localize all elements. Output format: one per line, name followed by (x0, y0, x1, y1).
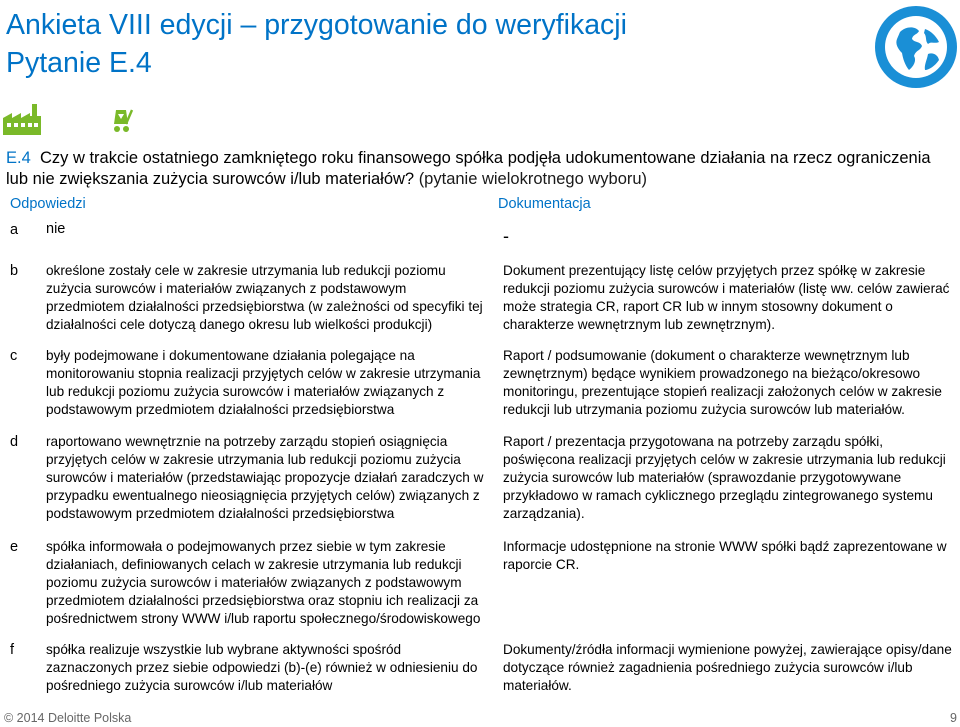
factory-icon (2, 102, 42, 136)
documentation-text: - (503, 226, 509, 246)
answer-letter: d (10, 434, 19, 450)
copyright: © 2014 Deloitte Polska (4, 711, 132, 725)
recycle-cart-icon (108, 104, 134, 134)
answer-text: spółka realizuje wszystkie lub wybrane aktywności spośród zaznaczonych przez siebie odpowiedzi (b)-(e) również w odniesieniu do pośredniego zużycia surowców i/lub materiałów (46, 642, 478, 693)
answer-letter: e (10, 539, 19, 555)
documentation-text: Dokument prezentujący listę celów przyjętych przez spółkę w zakresie redukcji poziomu zużycia surowców i materiałów (listę ww. celów zawierać może strategia CR, raport CR lub w innym stosowny dokument o charakterze wewnętrznym lub zewnętrznym). (503, 263, 950, 332)
answer-text: raportowano wewnętrznie na potrzeby zarządu stopień osiągnięcia przyjętych celów w zakresie utrzymania lub redukcji poziomu zużycia surowców i materiałów (przedstawiając propozycje działań zaradczych w przypadku ewentualnego nieosiągnięcia przyjętych celów) związanych z podstawowym przedmiotem działalności przedsiębiorstwa (46, 434, 484, 521)
answer-letter: c (10, 348, 18, 364)
answer-letter: a (10, 222, 19, 238)
answer-text: spółka informowała o podejmowanych przez siebie w tym zakresie działaniach, definiowanych celach w zakresie utrzymania lub redukcji poziomu zużycia surowców i materiałów związanych z podstawowym przedmiotem działalności przedsiębiorstwa oraz stopniu ich realizacji za pośrednictwem strony WWW i/lub raportu społecznego/środowiskowego (46, 539, 481, 626)
question-number: E.4 (6, 149, 31, 167)
answer-letter: b (10, 263, 19, 279)
question-note: (pytanie wielokrotnego wyboru) (418, 170, 648, 188)
documentation-text: Raport / podsumowanie (dokument o charakterze wewnętrznym lub zewnętrznym) będące wynikiem prowadzonego na bieżąco/okresowo monitoringu, prezentujące stopień realizacji założonych celów w zakresie redukcji lub utrzymania poziomu zużycia surowców lub materiałów. (503, 348, 942, 417)
question-text (6, 148, 946, 190)
answer-text: określone zostały cele w zakresie utrzymania lub redukcji poziomu zużycia surowców i materiałów związanych z podstawowym przedmiotem działalności przedsiębiorstwa (w zależności od specyfiki tej działalności cele dotyczą danego okresu lub wielkości produkcji) (46, 263, 483, 332)
documentation-text: Informacje udostępnione na stronie WWW spółki bądź zaprezentowane w raporcie CR. (503, 539, 947, 572)
answer-text: były podejmowane i dokumentowane działania polegające na monitorowaniu stopnia realizacji przyjętych celów w zakresie utrzymania lub redukcji poziomu zużycia surowców i materiałów związanych z podstawowym przedmiotem działalności przedsiębiorstwa (46, 348, 481, 417)
page-subtitle: Pytanie E.4 (6, 47, 152, 79)
answer-letter: f (10, 642, 15, 658)
question-body: Czy w trakcie ostatniego zamkniętego roku finansowego spółka podjęła udokumentowane działania na rzecz ograniczenia lub nie zwiększania zużycia surowców i/lub materiałów? (6, 149, 931, 188)
page-title: Ankieta VIII edycji – przygotowanie do weryfikacji (6, 9, 627, 41)
answers-column-header: Odpowiedzi (10, 196, 86, 212)
documentation-column-header: Dokumentacja (498, 196, 591, 212)
page-number: 9 (950, 711, 957, 725)
documentation-text: Raport / prezentacja przygotowana na potrzeby zarządu spółki, poświęcona realizacji przyjętych celów w zakresie utrzymania lub redukcji zużycia surowców lub materiałów (sprawozdanie przygotowywane przykładowo w ramach cyklicznego przeglądu zintegrowanego systemu zarządzania). (503, 434, 946, 521)
documentation-text: Dokumenty/źródła informacji wymienione powyżej, zawierające opisy/dane dotyczące również zagadnienia pośredniego zużycia surowców i/lub materiałów. (503, 642, 952, 693)
answer-text: nie (46, 221, 66, 237)
globe-icon (873, 4, 959, 90)
